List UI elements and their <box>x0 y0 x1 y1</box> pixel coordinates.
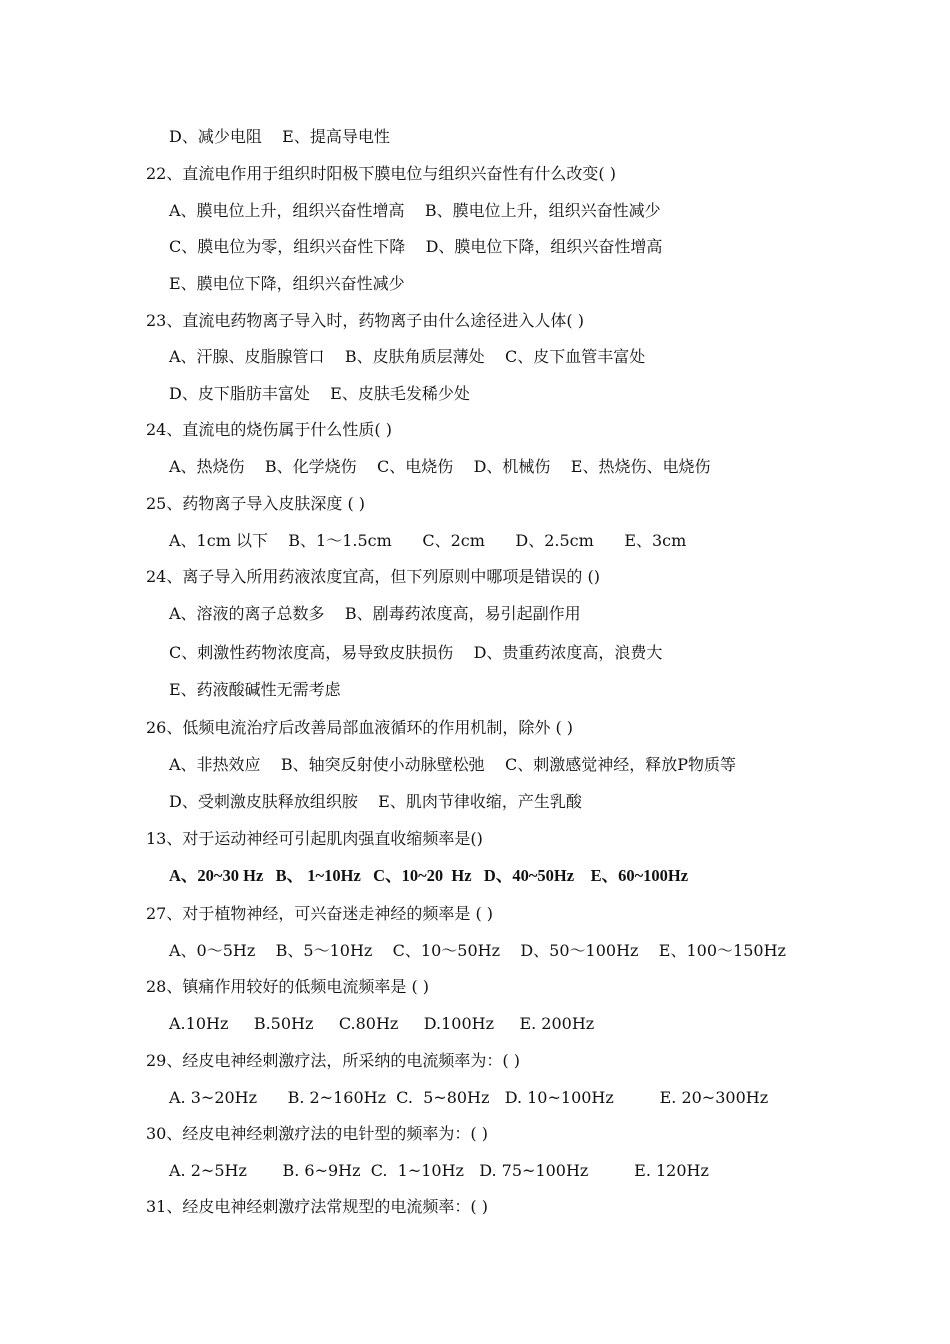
option-line: E、药液酸碱性无需考虑 <box>169 680 341 699</box>
option-line: A、膜电位上升，组织兴奋性增高 B、膜电位上升，组织兴奋性减少 <box>169 201 661 220</box>
question-29: 29、经皮电神经刺激疗法，所采纳的电流频率为：( ) <box>146 1051 520 1070</box>
question-26: 26、低频电流治疗后改善局部血液循环的作用机制，除外 ( ) <box>146 718 574 737</box>
question-31: 31、经皮电神经刺激疗法常规型的电流频率：( ) <box>146 1197 488 1216</box>
option-line: E、膜电位下降，组织兴奋性减少 <box>169 274 405 293</box>
option-line: C、刺激性药物浓度高，易导致皮肤损伤 D、贵重药浓度高，浪费大 <box>169 643 663 662</box>
question-22: 22、直流电作用于组织时阳极下膜电位与组织兴奋性有什么改变( ) <box>146 164 616 183</box>
option-line: A、溶液的离子总数多 B、剧毒药浓度高，易引起副作用 <box>169 604 581 623</box>
question-24: 24、直流电的烧伤属于什么性质( ) <box>146 420 392 439</box>
question-13: 13、对于运动神经可引起肌肉强直收缩频率是() <box>146 829 483 848</box>
question-25: 25、药物离子导入皮肤深度 ( ) <box>146 494 366 513</box>
question-28: 28、镇痛作用较好的低频电流频率是 ( ) <box>146 977 430 996</box>
question-23: 23、直流电药物离子导入时，药物离子由什么途径进入人体( ) <box>146 311 584 330</box>
option-line: A.10Hz B.50Hz C.80Hz D.100Hz E. 200Hz <box>169 1014 595 1033</box>
option-line: A. 3~20Hz B. 2~160Hz C. 5~80Hz D. 10~100Hz E. 20~300Hz <box>169 1088 769 1107</box>
option-line: A. 2~5Hz B. 6~9Hz C. 1~10Hz D. 75~100Hz E. 120Hz <box>169 1161 709 1180</box>
question-24b: 24、离子导入所用药液浓度宜高，但下列原则中哪项是错误的 () <box>146 567 600 586</box>
option-line: A、20~30 Hz B、 1~10Hz C、10~20 Hz D、40~50Hz E、60~100Hz <box>169 866 689 885</box>
option-line: A、非热效应 B、轴突反射使小动脉壁松弛 C、刺激感觉神经，释放P物质等 <box>169 755 737 774</box>
option-line: A、1cm 以下 B、1～1.5cm C、2cm D、2.5cm E、3cm <box>169 531 687 550</box>
question-30: 30、经皮电神经刺激疗法的电针型的频率为：( ) <box>146 1124 488 1143</box>
option-line: A、汗腺、皮脂腺管口 B、皮肤角质层薄处 C、皮下血管丰富处 <box>169 347 646 366</box>
option-line: C、膜电位为零，组织兴奋性下降 D、膜电位下降，组织兴奋性增高 <box>169 237 663 256</box>
option-line: D、受刺激皮肤释放组织胺 E、肌肉节律收缩，产生乳酸 <box>169 792 582 811</box>
option-line: D、皮下脂肪丰富处 E、皮肤毛发稀少处 <box>169 384 470 403</box>
option-line: D、减少电阻 E、提高导电性 <box>169 127 390 146</box>
option-line: A、热烧伤 B、化学烧伤 C、电烧伤 D、机械伤 E、热烧伤、电烧伤 <box>169 457 711 476</box>
question-27: 27、对于植物神经，可兴奋迷走神经的频率是 ( ) <box>146 904 494 923</box>
option-line: A、0～5Hz B、5～10Hz C、10～50Hz D、50～100Hz E、100～150Hz <box>169 941 786 960</box>
